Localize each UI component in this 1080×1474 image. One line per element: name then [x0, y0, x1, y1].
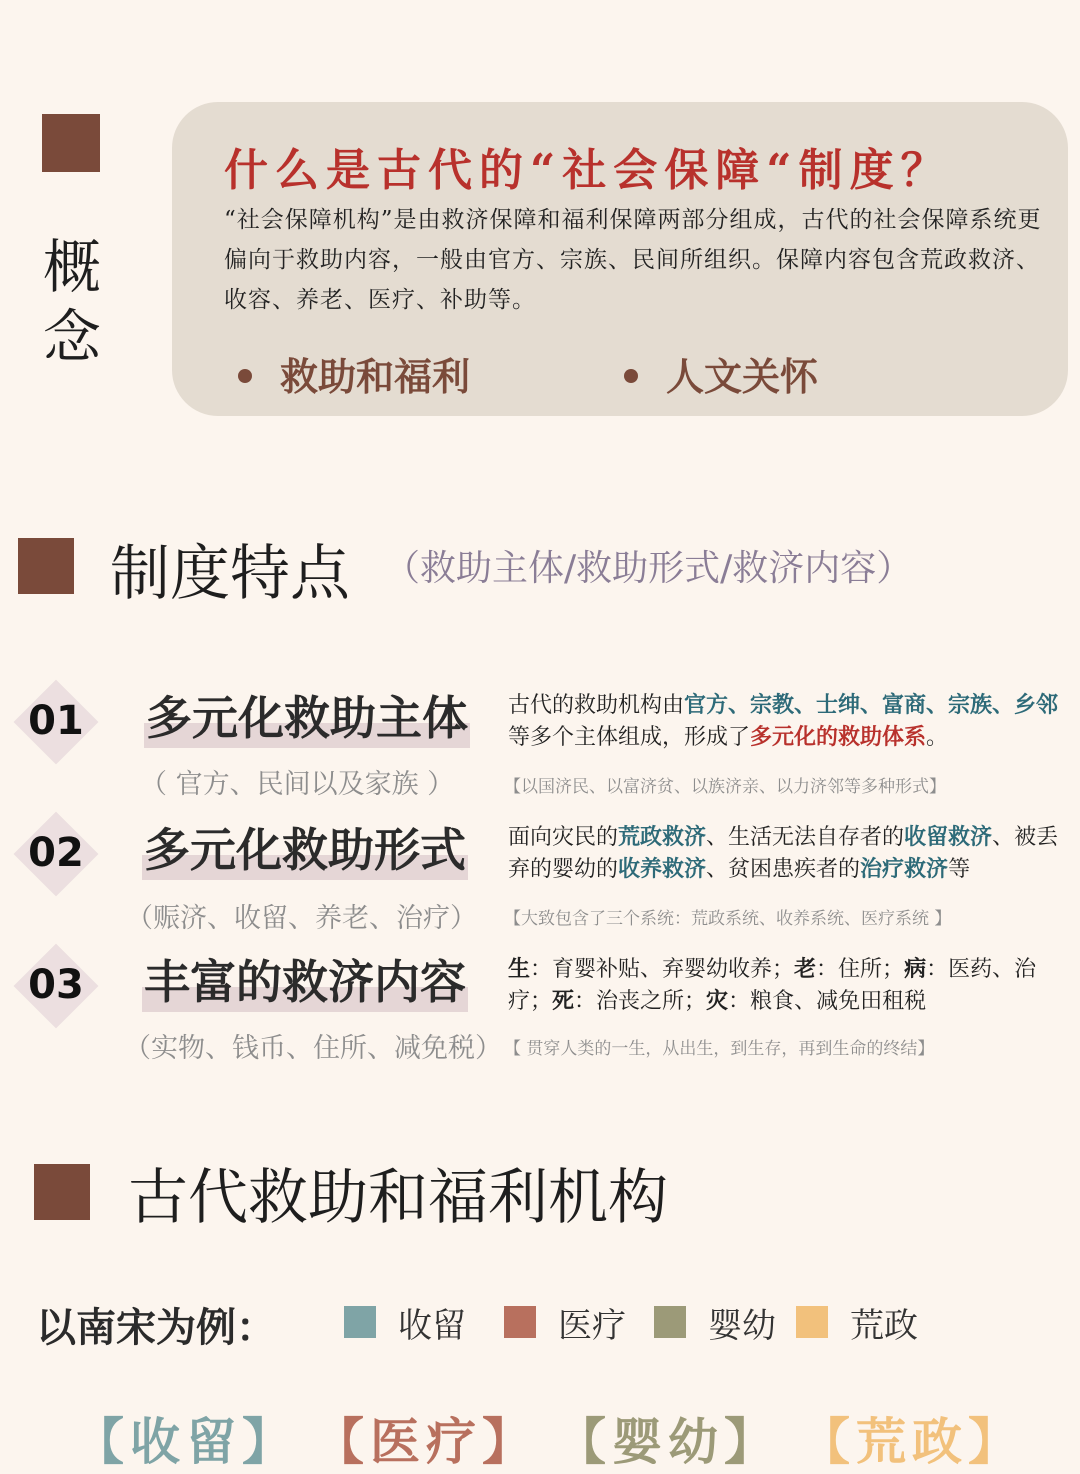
description-text: 、被丢弃的婴幼的: [508, 825, 1059, 882]
legend-swatch: [504, 1306, 536, 1338]
feature-number: 01: [28, 698, 84, 744]
highlighted-text: 官方、宗教、士绅、富商、宗族、乡邻: [684, 693, 1059, 718]
category-header-yingyou: 【婴幼】: [556, 1412, 780, 1471]
legend-swatch: [796, 1306, 828, 1338]
feature-note: 【大致包含了三个系统：荒政系统、收养系统、医疗系统 】: [504, 909, 952, 929]
feature-title: 多元化救助形式: [142, 814, 468, 880]
concept-point-label: 人文关怀: [666, 355, 819, 399]
description-text: ：住所；: [816, 957, 905, 982]
concept-card: [172, 102, 1068, 416]
description-text: 、贫困患疾者的: [706, 857, 861, 882]
highlighted-text: 死: [552, 989, 575, 1014]
highlighted-text: 荒政救济: [618, 825, 707, 850]
legend-item-yiliao: [504, 1300, 626, 1344]
feature-subtitle: （实物、钱币、住所、减免税）: [124, 1033, 502, 1064]
description-text: ：粮食、减免田租税: [728, 989, 927, 1014]
legend-label: 婴幼: [708, 1305, 776, 1346]
feature-number: 03: [28, 962, 84, 1008]
description-text: ：育婴补贴、弃婴幼收养；: [530, 957, 795, 982]
bullet-dot-icon: [624, 369, 638, 383]
highlighted-text: 灾: [706, 989, 729, 1014]
highlighted-text: 治疗救济: [860, 857, 949, 882]
category-header-yiliao: 【医疗】: [314, 1412, 538, 1471]
concept-point-2: [624, 346, 818, 401]
category-header-shouliu: 【收留】: [74, 1412, 298, 1471]
highlighted-text: 病: [904, 957, 927, 982]
concept-point-1: [238, 346, 470, 401]
legend-swatch: [654, 1306, 686, 1338]
example-label: 以南宋为例：: [36, 1305, 276, 1351]
concept-marker-square: [42, 114, 100, 172]
legend-item-huangzheng: [796, 1300, 918, 1344]
bottom-category-row: [0, 1392, 1080, 1471]
feature-title: 多元化救助主体: [144, 682, 470, 748]
feature-description: [508, 822, 1068, 886]
legend-item-yingyou: [654, 1300, 776, 1344]
highlighted-text: 收留救济: [904, 825, 993, 850]
institutions-title: 古代救助和福利机构: [128, 1163, 668, 1233]
description-text: ：治丧之所；: [574, 989, 707, 1014]
feature-note: 【 贯穿人类的一生，从出生，到生存，再到生命的终结】: [504, 1039, 935, 1059]
feature-description: [508, 954, 1068, 1018]
description-text: 等: [948, 857, 971, 882]
category-header-huangzheng: 【荒政】: [800, 1412, 1024, 1471]
description-text: 面向灾民的: [508, 825, 619, 850]
description-text: 等多个主体组成，形成了: [508, 725, 751, 750]
feature-description: [508, 690, 1068, 754]
legend-label: 医疗: [558, 1305, 626, 1346]
legend-label: 收留: [398, 1305, 466, 1346]
description-text: ：医药、治疗；: [508, 957, 1037, 1014]
highlighted-text: 多元化的救助体系: [750, 725, 927, 750]
legend-item-shouliu: [344, 1300, 466, 1344]
description-text: 、生活无法自存者的: [706, 825, 905, 850]
highlighted-text: 老: [794, 957, 817, 982]
highlighted-text: 收养救济: [618, 857, 707, 882]
feature-note: 【以国济民、以富济贫、以族济亲、以力济邻等多种形式】: [504, 777, 946, 797]
institutions-marker-square: [34, 1164, 90, 1220]
legend-label: 荒政: [850, 1305, 918, 1346]
concept-label: 概念: [42, 233, 101, 371]
bullet-dot-icon: [238, 369, 252, 383]
highlighted-text: 生: [508, 957, 531, 982]
feature-number: 02: [28, 830, 84, 876]
concept-point-label: 救助和福利: [280, 355, 471, 399]
features-marker-square: [18, 538, 74, 594]
features-title: 制度特点: [110, 539, 350, 609]
feature-subtitle: （ 官方、民间以及家族 ）: [140, 769, 455, 800]
concept-title: 什么是古代的“社会保障“制度？: [224, 145, 952, 196]
legend-swatch: [344, 1306, 376, 1338]
description-text: 古代的救助机构由: [508, 693, 685, 718]
feature-title: 丰富的救济内容: [142, 946, 468, 1012]
concept-description: “社会保障机构”是由救济保障和福利保障两部分组成，古代的社会保障系统更偏向于救助内容，一般由官方、宗族、民间所组织。保障内容包含荒政救济、收容、养老、医疗、补助等。: [224, 207, 1042, 313]
features-subtitle: （救助主体/救助形式/救济内容）: [384, 548, 913, 589]
description-text: 。: [926, 725, 949, 750]
feature-subtitle: （赈济、收留、养老、治疗）: [126, 903, 477, 934]
